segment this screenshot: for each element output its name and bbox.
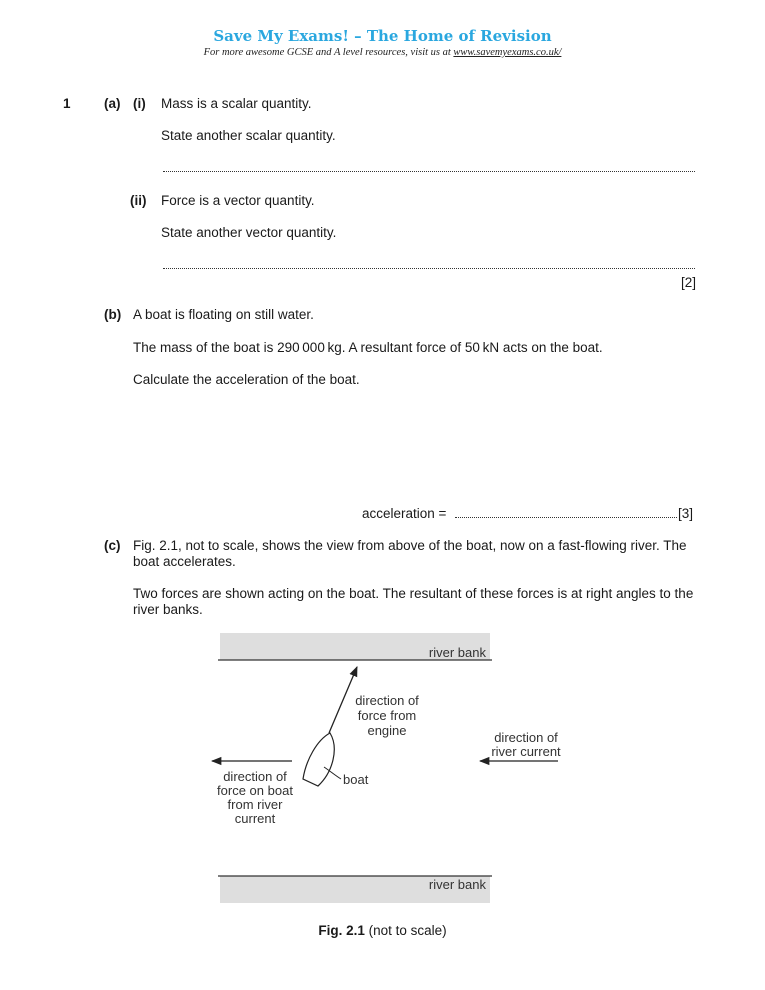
figure-caption-text: (not to scale) [364, 923, 447, 938]
marks-part-a: [2] [680, 275, 696, 290]
bottom-bank-label: river bank [428, 877, 486, 892]
engine-label-line1: direction of [355, 693, 419, 708]
figure-caption-number: Fig. 2.1 [318, 923, 365, 938]
part-b-line2: The mass of the boat is 290 000 kg. A resultant force of 50 kN acts on the boat. [133, 340, 603, 355]
part-b-line1: A boat is floating on still water. [133, 307, 314, 322]
top-bank-label: river bank [428, 645, 486, 660]
part-b-prompt: Calculate the acceleration of the boat. [133, 372, 360, 387]
part-a-ii-label: (ii) [130, 193, 147, 208]
subtitle-text: For more awesome GCSE and A level resources, visit us at [203, 47, 454, 58]
part-a-ii-prompt: State another vector quantity. [161, 225, 337, 240]
boat-label: boat [343, 772, 369, 787]
part-a-i-label: (i) [133, 96, 146, 111]
question-number: 1 [63, 96, 71, 111]
part-c-para1-line2: boat accelerates. [133, 554, 236, 569]
engine-label-line2: force from [357, 708, 417, 723]
site-link[interactable]: www.savemyexams.co.uk/ [453, 47, 562, 58]
part-a-ii-statement: Force is a vector quantity. [161, 193, 315, 208]
figure-caption [0, 923, 765, 938]
engine-force-arrow [329, 667, 357, 733]
current-force-line1: direction of [223, 769, 287, 784]
part-c-para1-line1: Fig. 2.1, not to scale, shows the view from above of the boat, now on a fast-flowing river. The [133, 538, 687, 553]
part-c-label: (c) [104, 538, 121, 553]
part-c-para2-line2: river banks. [133, 602, 203, 617]
part-a-label: (a) [104, 96, 121, 111]
current-label-line1: direction of [494, 730, 558, 745]
current-force-line2: force on boat [217, 783, 293, 798]
marks-part-b: [3] [678, 506, 694, 521]
acceleration-label: acceleration = [362, 506, 447, 521]
part-b-label: (b) [104, 307, 122, 322]
current-force-line4: current [234, 811, 276, 826]
boat-shape [303, 733, 334, 786]
site-title: Save My Exams! – The Home of Revision [213, 27, 552, 45]
part-c-para2-line1: Two forces are shown acting on the boat. The resultant of these forces is at right angles to the [133, 586, 694, 601]
current-label-line2: river current [491, 744, 561, 759]
part-a-i-prompt: State another scalar quantity. [161, 128, 336, 143]
engine-label-line3: engine [367, 723, 407, 738]
current-force-line3: from river [227, 797, 283, 812]
part-a-i-statement: Mass is a scalar quantity. [161, 96, 312, 111]
